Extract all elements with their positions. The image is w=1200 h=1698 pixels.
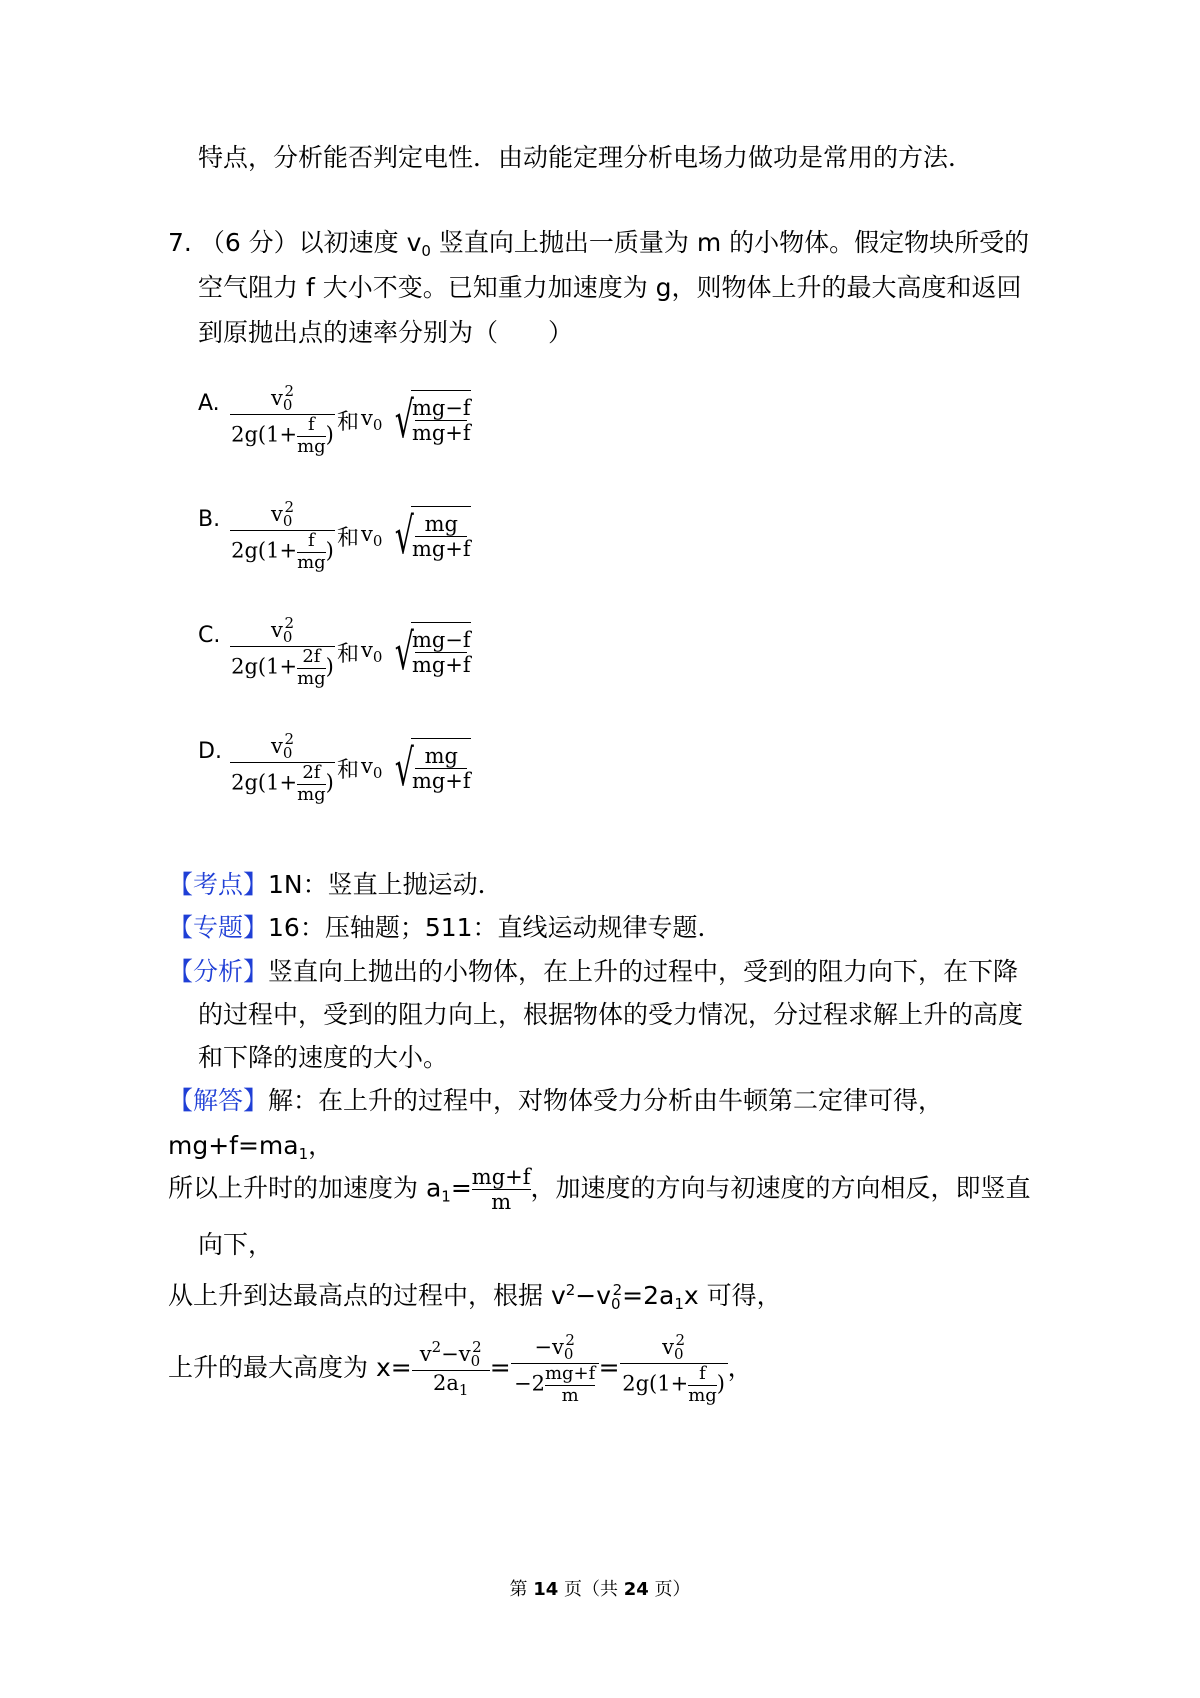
eq-text: mg+f=ma <box>168 1131 299 1160</box>
kin-text: 从上升到达最高点的过程中，根据 v <box>168 1281 566 1310</box>
kin-text: −v <box>575 1281 612 1310</box>
fenxi-tag: 【分析】 <box>168 957 269 986</box>
fraction-denominator: 2g(1+ $\frac{f}{mg}$ ) <box>231 413 334 457</box>
option-a <box>198 370 515 470</box>
subscript: 0 <box>421 242 431 260</box>
acc-text: 所以上升时的加速度为 a <box>168 1173 442 1203</box>
question-line-1 <box>168 228 1029 266</box>
acceleration-line <box>168 1165 1031 1219</box>
and-text: 和 <box>337 641 360 667</box>
fraction-numerator: $v_0^2$ <box>662 1330 686 1363</box>
jieda-line-1 <box>168 1086 943 1116</box>
subscript: 1 <box>441 1187 451 1206</box>
option-letter: C. <box>198 623 221 648</box>
max-height-line <box>168 1318 753 1418</box>
subscript: 1 <box>298 1145 309 1163</box>
radical-sign-icon: √ <box>395 507 415 565</box>
continuation-text: 特点，分析能否判定电性．由动能定理分析电场力做功是常用的方法． <box>198 143 974 172</box>
and-text: 和 <box>337 525 360 551</box>
question-line-2: 空气阻力 f 大小不变。已知重力加速度为 g，则物体上升的最大高度和返回 <box>198 273 1022 302</box>
acceleration-line-2: 向下， <box>198 1230 274 1259</box>
height-fraction <box>230 383 335 458</box>
page-total: 24 <box>623 1579 649 1600</box>
square-root: √ $\frac{mg}{mg+f}$ <box>395 507 471 565</box>
radical-sign-icon: √ <box>395 739 415 797</box>
fenxi-line-1 <box>168 957 1018 987</box>
fraction-numerator: mg+f <box>471 1165 531 1189</box>
square-root: √ $\frac{mg}{mg+f}$ <box>395 739 471 797</box>
jieda-tag: 【解答】 <box>168 1086 269 1115</box>
question-text: 以初速度 v <box>298 228 422 257</box>
eq-text: ， <box>308 1131 334 1160</box>
fenxi-text: 竖直向上抛出的小物体，在上升的过程中，受到的阻力向下，在下降 <box>268 957 1019 986</box>
equals-sign: = <box>489 1353 511 1382</box>
height-fraction-3 <box>620 1332 728 1407</box>
and-text: 和 <box>337 409 360 435</box>
height-fraction <box>230 731 335 806</box>
height-text: ， <box>727 1353 753 1382</box>
fraction-numerator: $v_0^2$ <box>271 497 294 530</box>
question-line-3: 到原抛出点的速率分别为（ ） <box>198 318 574 347</box>
speed-expression: $v_0$ <box>361 638 383 666</box>
option-letter: D. <box>198 739 222 764</box>
kaodian-tag: 【考点】 <box>168 870 269 899</box>
option-letter: B. <box>198 507 221 532</box>
fraction-denominator: −2 $\frac{mg+f}{m}$ <box>514 1362 596 1406</box>
speed-expression: $v_0$ <box>361 754 383 782</box>
height-fraction <box>230 615 335 690</box>
superscript: 2 <box>612 1281 623 1299</box>
kinematics-line <box>168 1275 782 1319</box>
option-letter: A. <box>198 391 220 416</box>
page-footer: 第 14 页（共 24 页） <box>509 1579 691 1600</box>
question-number: 7. <box>168 228 192 257</box>
fraction-denominator: 2g(1+ $\frac{f}{mg}$ ) <box>622 1362 725 1406</box>
kaodian-line <box>168 870 503 900</box>
subscript: 1 <box>674 1295 684 1313</box>
zhuanti-line <box>168 913 723 943</box>
option-c <box>198 602 515 702</box>
fraction-numerator: $v^2-v_0^2$ <box>419 1337 482 1370</box>
zhuanti-text: 16：压轴题；511：直线运动规律专题． <box>268 913 723 942</box>
equation-newton <box>168 1131 333 1169</box>
option-b <box>198 486 515 586</box>
kin-text: x 可得， <box>683 1281 782 1310</box>
fraction-denominator: $2a_1$ <box>432 1371 469 1399</box>
zhuanti-tag: 【专题】 <box>168 913 269 942</box>
fraction-denominator: 2g(1+ $\frac{f}{mg}$ ) <box>231 529 334 573</box>
and-text: 和 <box>337 757 360 783</box>
speed-expression: $v_0$ <box>361 406 383 434</box>
jieda-text: 解：在上升的过程中，对物体受力分析由牛顿第二定律可得， <box>268 1086 944 1115</box>
fraction-denominator: 2g(1+ $\frac{2f}{mg}$ ) <box>231 645 334 689</box>
acc-text: ，加速度的方向与初速度的方向相反，即竖直 <box>530 1173 1031 1203</box>
radical-sign-icon: √ <box>395 623 415 681</box>
fraction-numerator: $v_0^2$ <box>271 729 294 762</box>
speed-expression: $v_0$ <box>361 522 383 550</box>
question-text: 竖直向上抛出一质量为 m 的小物体。假定物块所受的 <box>430 228 1030 257</box>
fraction-numerator: $v_0^2$ <box>271 381 294 414</box>
fenxi-line-3: 和下降的速度的大小。 <box>198 1043 449 1072</box>
kaodian-text: 1N：竖直上抛运动． <box>268 870 503 899</box>
height-fraction <box>230 499 335 574</box>
height-fraction-1 <box>412 1339 490 1400</box>
fraction-numerator: $-v_0^2$ <box>534 1330 575 1363</box>
fraction-numerator: $v_0^2$ <box>271 613 294 646</box>
acceleration-fraction <box>472 1165 531 1214</box>
superscript: 2 <box>565 1281 576 1299</box>
height-fraction-2 <box>511 1332 599 1407</box>
fraction-denominator: 2g(1+ $\frac{2f}{mg}$ ) <box>231 761 334 805</box>
acc-text: = <box>450 1173 472 1203</box>
kin-text: =2a <box>622 1281 675 1310</box>
page-number: 14 <box>533 1579 559 1600</box>
square-root: √ $\frac{mg-f}{mg+f}$ <box>395 623 471 681</box>
radical-sign-icon: √ <box>395 391 415 449</box>
option-d <box>198 718 515 818</box>
square-root: √ $\frac{mg-f}{mg+f}$ <box>395 391 471 449</box>
equals-sign: = <box>598 1353 620 1382</box>
subscript: 0 <box>611 1295 621 1313</box>
fenxi-line-2: 的过程中，受到的阻力向上，根据物体的受力情况，分过程求解上升的高度 <box>198 1000 1024 1029</box>
height-text: 上升的最大高度为 x= <box>168 1353 412 1382</box>
fraction-denominator: m <box>491 1190 512 1215</box>
question-score: （6 分） <box>199 228 299 257</box>
